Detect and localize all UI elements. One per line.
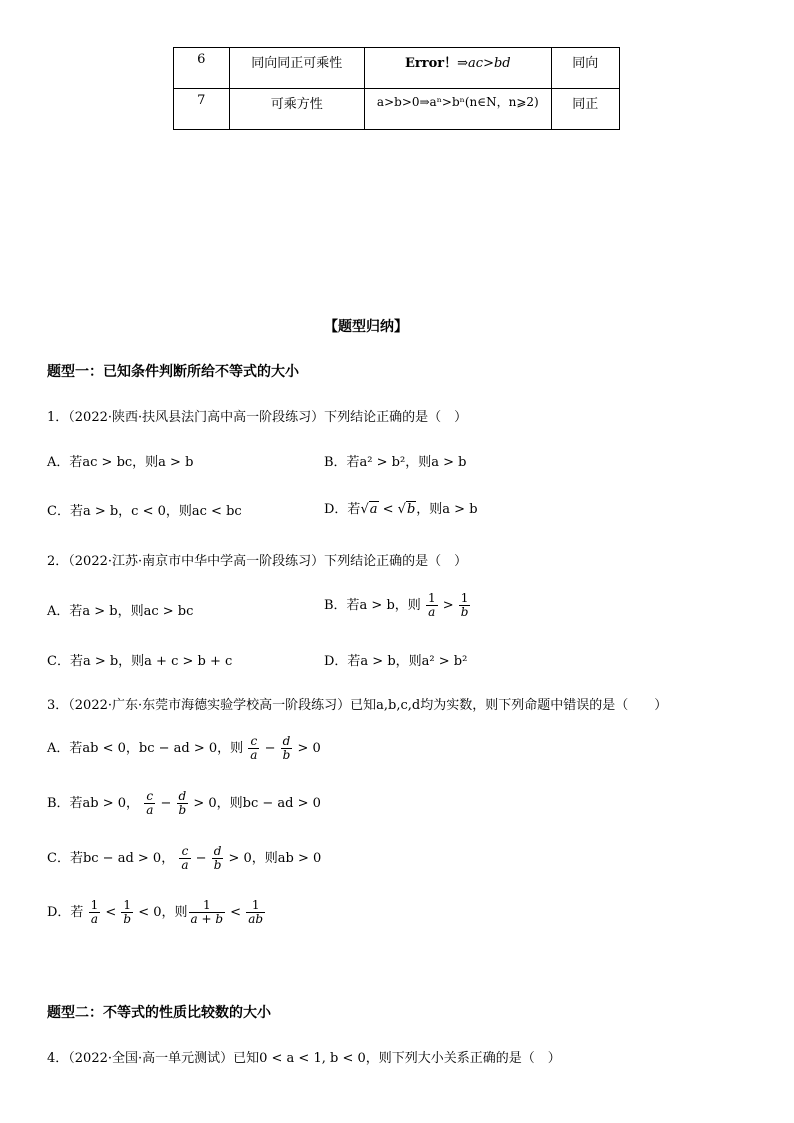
q1-option-b: B．若a² > b²，则a > b xyxy=(324,455,467,470)
sqrt-a: √a xyxy=(360,502,378,517)
property-condition: 同正 xyxy=(551,89,619,130)
section-heading: 【题型归纳】 xyxy=(324,319,408,335)
question-3-stem: 3．（2022·广东·东莞市海德实验学校高一阶段练习）已知a,b,c,d均为实数，则下列命题中错误的是（ ） xyxy=(47,698,668,713)
q3-option-b xyxy=(47,790,321,817)
fraction: $\frac{1}{b}$ xyxy=(123,898,132,926)
q3-option-d xyxy=(47,899,266,926)
sqrt-b: √b xyxy=(397,502,416,517)
option-prefix: B．若a > b，则 xyxy=(324,598,421,613)
type2-title: 题型二：不等式的性质比较数的大小 xyxy=(47,1005,271,1021)
property-name: 同向同正可乘性 xyxy=(229,48,365,89)
formula-text: a>b>0⇒aⁿ>bⁿ(n∈N，n⩾2) xyxy=(376,95,539,109)
question-2-stem: 2．（2022·江苏·南京市中华中学高一阶段练习）下列结论正确的是（ ） xyxy=(47,554,468,569)
operator: − xyxy=(260,741,280,756)
fraction: $\frac{d}{b}$ xyxy=(282,734,291,762)
q2-option-b xyxy=(324,592,471,619)
option-suffix: ，则a > b xyxy=(416,502,478,517)
q1-option-a: A．若ac > bc，则a > b xyxy=(47,455,194,470)
inequality-sign: < xyxy=(378,502,398,517)
q2-option-c: C．若a > b，则a + c > b + c xyxy=(47,654,233,669)
property-formula xyxy=(365,48,551,89)
properties-table xyxy=(173,47,620,130)
type1-title: 题型一：已知条件判断所给不等式的大小 xyxy=(47,364,299,380)
option-prefix: B．若ab > 0， xyxy=(47,796,140,811)
option-suffix: > 0，则bc − ad > 0 xyxy=(189,796,321,811)
q3-option-c xyxy=(47,845,321,872)
property-name: 可乘方性 xyxy=(229,89,365,130)
question-1-stem: 1．（2022·陕西·扶风县法门高中高一阶段练习）下列结论正确的是（ ） xyxy=(47,410,468,425)
fraction: $\frac{1}{a}$ xyxy=(427,591,436,619)
fraction: $\frac{d}{b}$ xyxy=(213,844,222,872)
table-row xyxy=(174,89,620,130)
option-suffix: > 0，则ab > 0 xyxy=(224,851,322,866)
inequality-sign: < xyxy=(226,905,246,920)
row-number: 7 xyxy=(174,89,230,130)
fraction: $\frac{1}{a}$ xyxy=(90,898,99,926)
property-condition: 同向 xyxy=(551,48,619,89)
property-formula xyxy=(365,89,551,130)
formula-text: ⇒ac>bd xyxy=(457,56,511,71)
inequality-sign: > xyxy=(438,598,458,613)
option-prefix: D．若 xyxy=(47,905,84,920)
fraction: $\frac{c}{a}$ xyxy=(181,844,189,872)
fraction: $\frac{c}{a}$ xyxy=(146,789,154,817)
q1-option-c: C．若a > b，c < 0，则ac < bc xyxy=(47,504,242,519)
table-row xyxy=(174,48,620,89)
fraction: $\frac{1}{ab}$ xyxy=(248,898,264,926)
option-prefix: C．若bc − ad > 0， xyxy=(47,851,175,866)
q2-option-d: D．若a > b，则a² > b² xyxy=(324,654,468,669)
inequality-sign: < xyxy=(101,905,121,920)
q1-option-d xyxy=(324,498,478,517)
q3-option-a xyxy=(47,735,321,762)
option-prefix: A．若ab < 0，bc − ad > 0，则 xyxy=(47,741,244,756)
operator: − xyxy=(156,796,176,811)
fraction: $\frac{d}{b}$ xyxy=(178,789,187,817)
q2-option-a: A．若a > b，则ac > bc xyxy=(47,604,194,619)
question-4-stem: 4．（2022·全国·高一单元测试）已知0 < a < 1, b < 0，则下列大小关系正确的是（ ） xyxy=(47,1051,561,1066)
option-suffix: > 0 xyxy=(293,741,321,756)
fraction: $\frac{1}{b}$ xyxy=(460,591,469,619)
option-middle: < 0，则 xyxy=(134,905,188,920)
option-prefix: D．若 xyxy=(324,502,361,517)
error-marker: Error！ xyxy=(405,56,458,71)
row-number: 6 xyxy=(174,48,230,89)
fraction: $\frac{1}{a + b}$ xyxy=(190,898,224,926)
fraction: $\frac{c}{a}$ xyxy=(250,734,258,762)
operator: − xyxy=(191,851,211,866)
